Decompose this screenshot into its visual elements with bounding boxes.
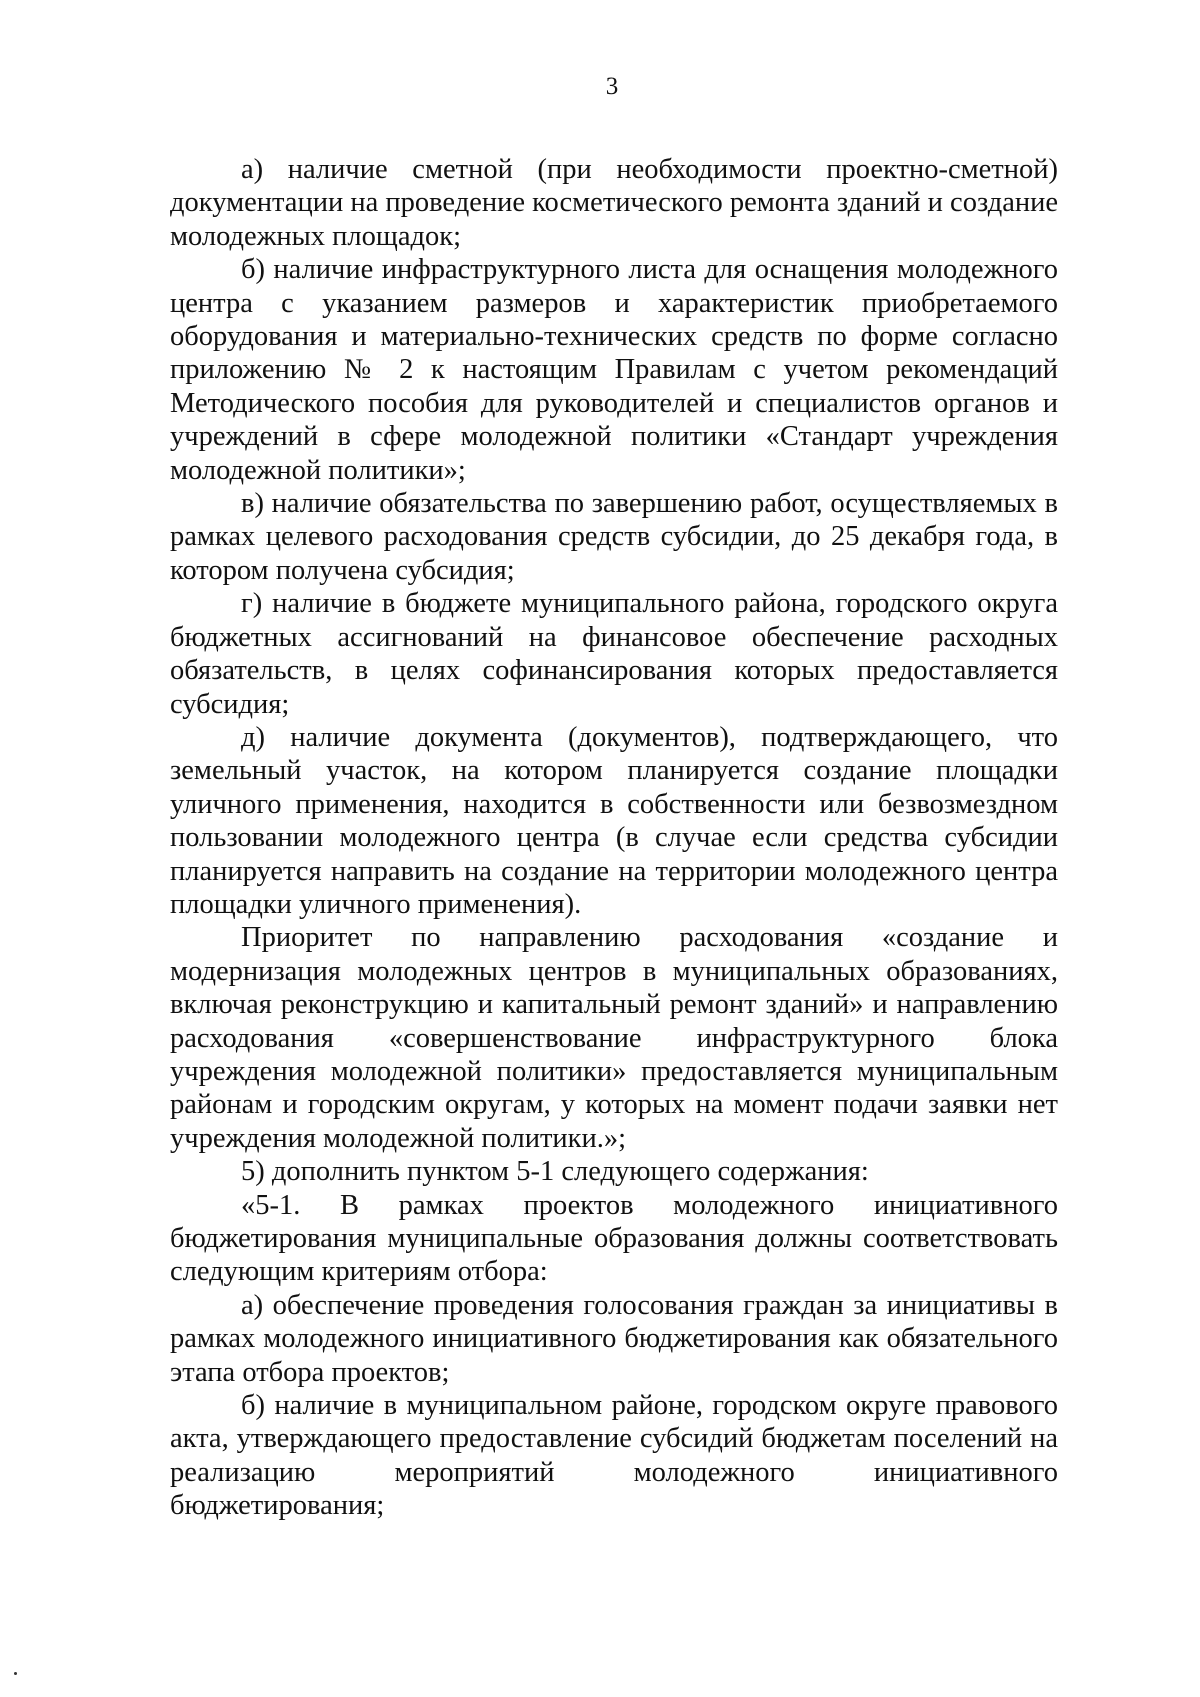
scan-artifact-dot <box>14 1672 17 1675</box>
paragraph-a-estimate-documentation: а) наличие сметной (при необходимости проектно-сметной) документации на проведение косметического ремонта зданий и создание молодежных площадок; <box>170 154 1058 252</box>
page-number: 3 <box>605 73 619 100</box>
paragraph-v-completion-obligation: в) наличие обязательства по завершению работ, осуществляемых в рамках целевого расходования средств субсидии, до 25 декабря года, в котором получена субсидия; <box>170 488 1058 586</box>
paragraph-clause-5-1: «5-1. В рамках проектов молодежного инициативного бюджетирования муниципальные образования должны соответствовать следующим критериям отбора: <box>170 1189 1058 1288</box>
paragraph-5-1-a-voting: а) обеспечение проведения голосования граждан за инициативы в рамках молодежного инициативного бюджетирования как обязательного этапа отбора проектов; <box>170 1289 1058 1388</box>
document-body <box>170 153 1058 1523</box>
paragraph-item-5: 5) дополнить пунктом 5-1 следующего содержания: <box>241 1156 869 1188</box>
paragraph-b-infrastructure-sheet: б) наличие инфраструктурного листа для оснащения молодежного центра с указанием размеров и характеристик приобретаемого оборудования и материально-технических средств по форме согласно приложению № 2 к настоящим Правилам с учетом рекомендаций Методического пособия для руководителей и специалистов органов и учреждений в сфере молодежной политики «Стандарт учреждения молодежной политики»; <box>170 254 1058 486</box>
paragraph-5-1-b-legal-act: б) наличие в муниципальном районе, городском округе правового акта, утверждающего предоставление субсидий бюджетам поселений на реализацию мероприятий молодежного инициативного бюджетирования; <box>170 1390 1058 1522</box>
paragraph-priority: Приоритет по направлению расходования «создание и модернизация молодежных центров в муниципальных образованиях, включая реконструкцию и капитальный ремонт зданий» и направлению расходования «совершенствование инфраструктурного блока учреждения молодежной политики» предоставляется муниципальным районам и городским округам, у которых на момент подачи заявки нет учреждения молодежной политики.»; <box>170 922 1058 1154</box>
paragraph-d-land-documents: д) наличие документа (документов), подтверждающего, что земельный участок, на котором планируется создание площадки уличного применения, находится в собственности или безвозмездном пользовании молодежного центра (в случае если средства субсидии планируется направить на создание на территории молодежного центра площадки уличного применения). <box>170 721 1058 920</box>
paragraph-g-budget-allocations: г) наличие в бюджете муниципального района, городского округа бюджетных ассигнований на финансовое обеспечение расходных обязательств, в целях софинансирования которых предоставляется субсидия; <box>170 588 1058 720</box>
